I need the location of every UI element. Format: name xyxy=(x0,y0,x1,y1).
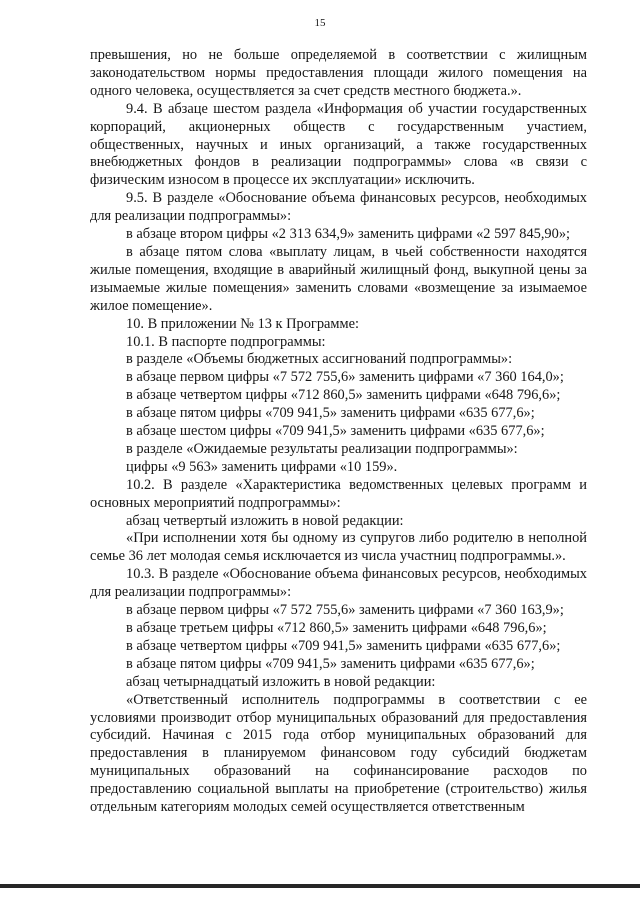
paragraph: абзац четвертый изложить в новой редакции: xyxy=(126,512,404,529)
paragraph: «При исполнении хотя бы одному из супругов либо родителю в неполной семье 36 лет молодая семья исключается из числа участниц подпрограммы.». xyxy=(90,530,587,565)
paragraph: 10. В приложении № 13 к Программе: xyxy=(126,315,360,332)
paragraph: в разделе «Ожидаемые результаты реализации подпрограммы»: xyxy=(126,440,518,457)
page-bottom-rule xyxy=(0,884,640,888)
paragraph: в абзаце пятом цифры «709 941,5» заменить цифрами «635 677,6»; xyxy=(126,405,535,422)
paragraph: 10.3. В разделе «Обоснование объема финансовых ресурсов, необходимых для реализации подпрограммы»: xyxy=(90,566,587,601)
paragraph: 10.2. В разделе «Характеристика ведомственных целевых программ и основных мероприятий подпрограммы»: xyxy=(90,476,587,511)
paragraph: 9.5. В разделе «Обоснование объема финансовых ресурсов, необходимых для реализации подпрограммы»: xyxy=(90,190,587,225)
paragraph: в абзаце первом цифры «7 572 755,6» заменить цифрами «7 360 163,9»; xyxy=(126,602,564,619)
paragraph: цифры «9 563» заменить цифрами «10 159». xyxy=(126,458,398,475)
paragraph: в абзаце четвертом цифры «709 941,5» заменить цифрами «635 677,6»; xyxy=(126,637,561,654)
paragraph: в абзаце третьем цифры «712 860,5» заменить цифрами «648 796,6»; xyxy=(126,620,547,636)
paragraph: в абзаце четвертом цифры «712 860,5» заменить цифрами «648 796,6»; xyxy=(126,387,561,404)
paragraph: абзац четырнадцатый изложить в новой редакции: xyxy=(126,673,436,690)
paragraph: в абзаце пятом цифры «709 941,5» заменить цифрами «635 677,6»; xyxy=(126,655,535,672)
page-number: 15 xyxy=(314,17,326,29)
paragraph: в абзаце пятом слова «выплату лицам, в чьей собственности находятся жилые помещения, входящие в аварийный жилищный фонд, выкупной цены за изымаемые жилые помещения» заменить словами «возмещение за изымаемое жилое помещение». xyxy=(90,243,587,314)
paragraph: в абзаце шестом цифры «709 941,5» заменить цифрами «635 677,6»; xyxy=(126,423,545,440)
paragraph: в разделе «Объемы бюджетных ассигнований подпрограммы»: xyxy=(126,351,513,368)
document-body xyxy=(90,47,587,817)
paragraph: 10.1. В паспорте подпрограммы: xyxy=(126,333,326,350)
paragraph: «Ответственный исполнитель подпрограммы в соответствии с ее условиями производит отбор муниципальных образований для предоставления субсидий. Начиная с 2015 года отбор муниципальных образований для предоставления в планируемом финансовом году субсидий бюджетам муниципальных образований на софинансирование расходов по предоставлению социальной выплаты на приобретение (строительство) жилья отдельным категориям молодых семей осуществляется ответственным xyxy=(90,691,587,816)
paragraph: 9.4. В абзаце шестом раздела «Информация об участии государственных корпораций, акционерных обществ с государственным участием, общественных, научных и иных организаций, а также государственных внебюджетных фондов в реализации подпрограммы» слова «в связи с физическим износом в процессе их эксплуатации» исключить. xyxy=(90,100,587,189)
paragraph: в абзаце первом цифры «7 572 755,6» заменить цифрами «7 360 164,0»; xyxy=(126,369,564,386)
paragraph: превышения, но не больше определяемой в соответствии с жилищным законодательством нормы предоставления площади жилого помещения на одного человека, осуществляется за счет средств местного бюджета.». xyxy=(90,47,587,99)
paragraph: в абзаце втором цифры «2 313 634,9» заменить цифрами «2 597 845,90»; xyxy=(126,226,571,243)
